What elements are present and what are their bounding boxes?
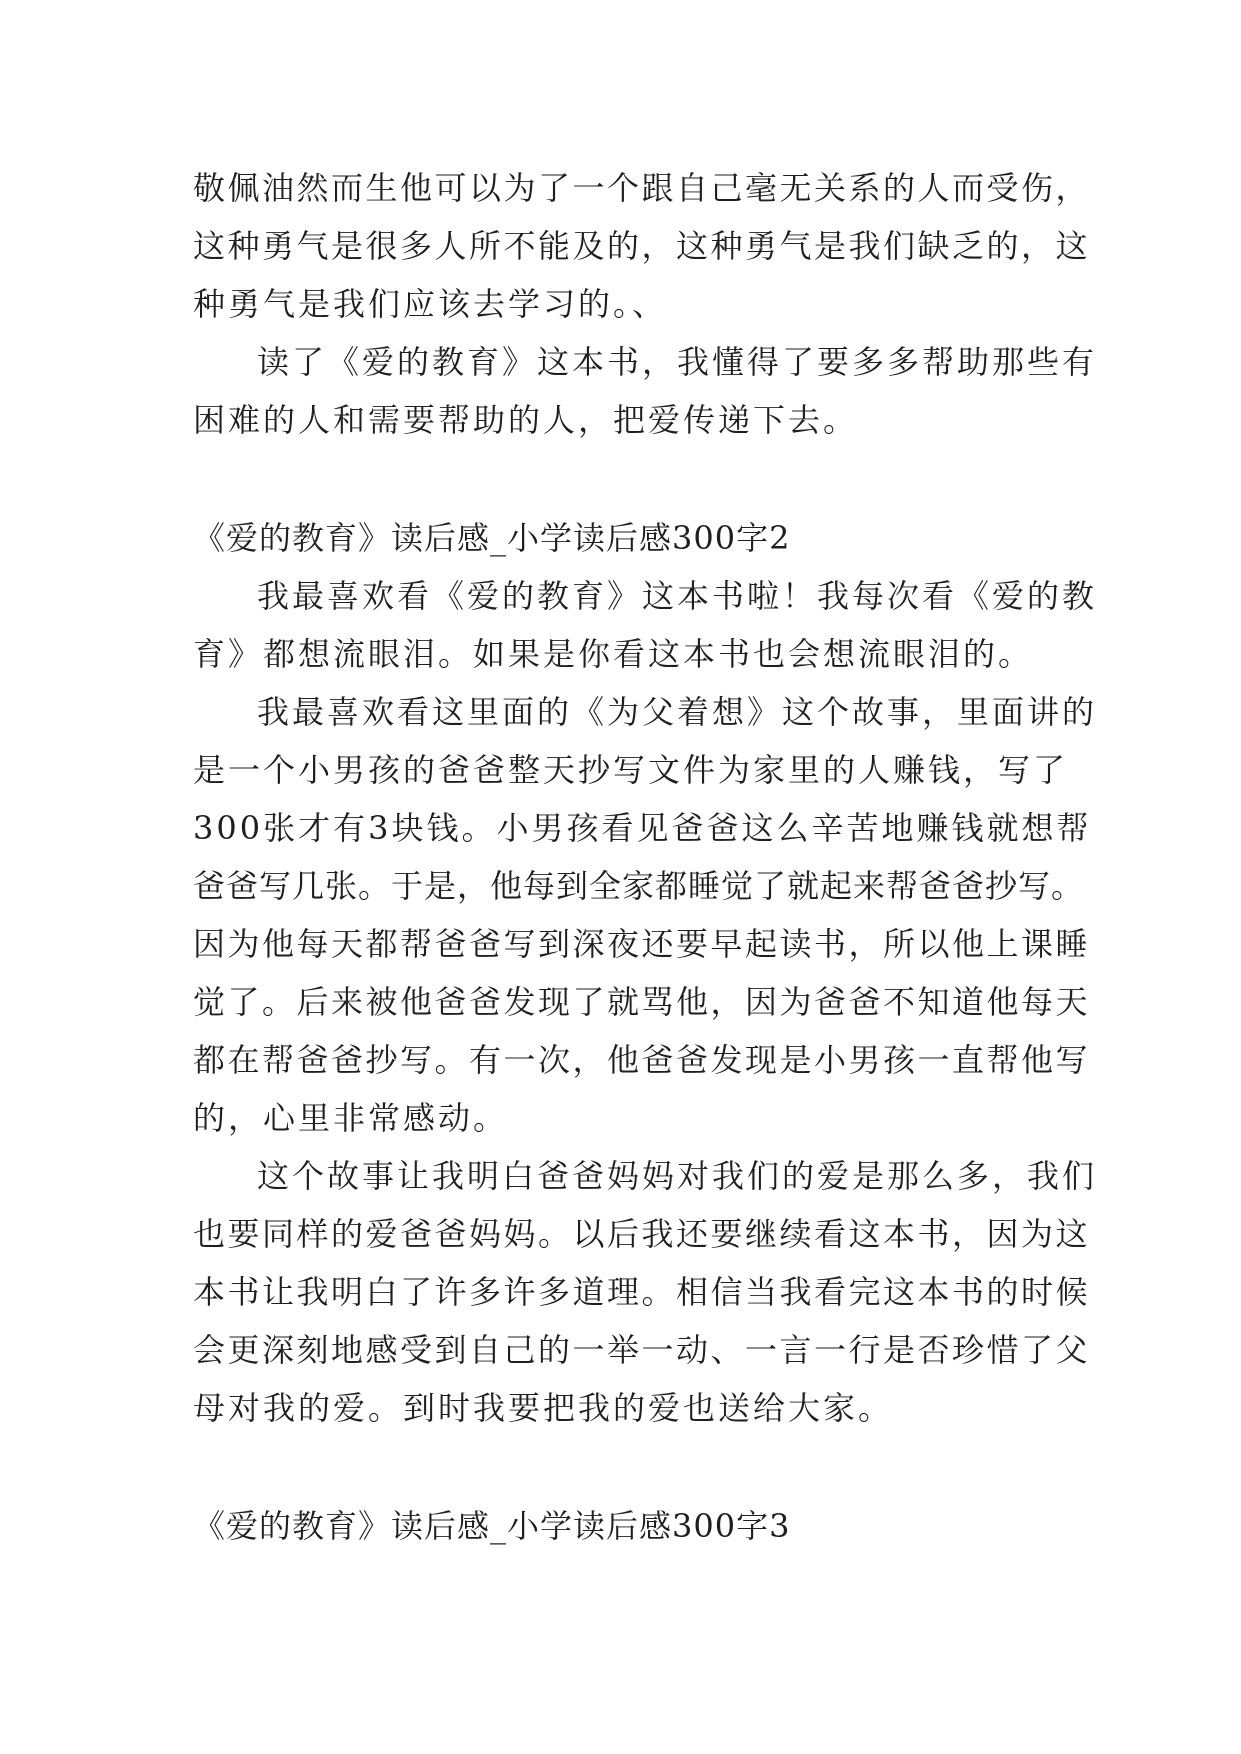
paragraph-line: 这个故事让我明白爸爸妈妈对我们的爱是那么多，我们 (257, 1157, 1098, 1195)
paragraph-line: 种勇气是我们应该去学习的。、 (193, 285, 668, 323)
paragraph-line: 本书让我明白了许多许多道理。相信当我看完这本书的时候 (193, 1273, 1091, 1311)
paragraph-line: 的，心里非常感动。 (193, 1099, 509, 1137)
paragraph-line: 会更深刻地感受到自己的一举一动、一言一行是否珍惜了父 (193, 1331, 1091, 1369)
paragraph-line: 是一个小男孩的爸爸整天抄写文件为家里的人赚钱，写了 (193, 751, 1069, 789)
paragraph-line: 我最喜欢看《爱的教育》这本书啦！我每次看《爱的教 (257, 577, 1098, 615)
paragraph-line: 困难的人和需要帮助的人，把爱传递下去。 (193, 401, 859, 439)
paragraph-line: 因为他每天都帮爸爸写到深夜还要早起读书，所以他上课睡 (193, 925, 1091, 963)
paragraph-line: 爸爸写几张。于是，他每到全家都睡觉了就起来帮爸爸抄写。 (193, 867, 1085, 905)
paragraph-line: 也要同样的爱爸爸妈妈。以后我还要继续看这本书，因为这 (193, 1215, 1091, 1253)
paragraph-line: 育》都想流眼泪。如果是你看这本书也会想流眼泪的。 (193, 635, 1034, 673)
paragraph-line: 觉了。后来被他爸爸发现了就骂他，因为爸爸不知道他每天 (193, 983, 1091, 1021)
paragraph-line: 这种勇气是很多人所不能及的，这种勇气是我们缺乏的，这 (193, 227, 1091, 265)
paragraph-line: 我最喜欢看这里面的《为父着想》这个故事，里面讲的 (257, 693, 1098, 731)
paragraph-line: 都在帮爸爸抄写。有一次，他爸爸发现是小男孩一直帮他写 (193, 1041, 1091, 1079)
paragraph-line: 读了《爱的教育》这本书，我懂得了要多多帮助那些有 (257, 343, 1098, 381)
paragraph-line: 母对我的爱。到时我要把我的爱也送给大家。 (193, 1389, 894, 1427)
paragraph-line: 敬佩油然而生他可以为了一个跟自己毫无关系的人而受伤， (193, 169, 1091, 207)
paragraph-line: 300张才有3块钱。小男孩看见爸爸这么辛苦地赚钱就想帮 (193, 809, 1092, 847)
section-heading: 《爱的教育》读后感_小学读后感300字2 (193, 519, 791, 557)
section-heading: 《爱的教育》读后感_小学读后感300字3 (193, 1507, 791, 1545)
